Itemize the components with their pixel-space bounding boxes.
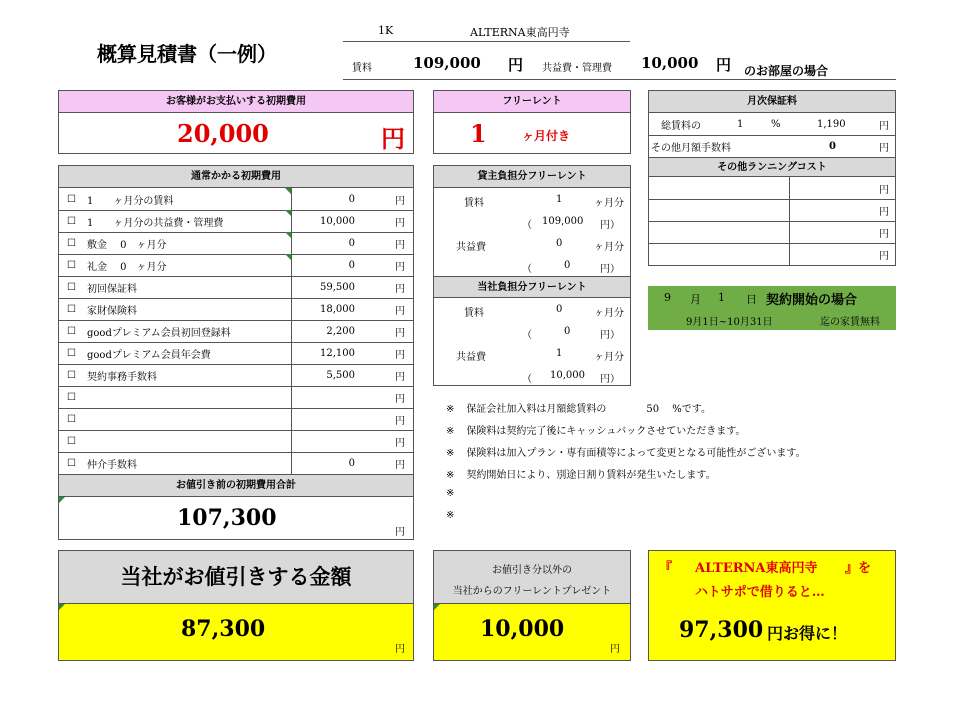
cost-checkbox[interactable]: ☐ — [67, 281, 76, 293]
note-mark: ※ — [446, 488, 455, 499]
header-line-bottom — [343, 79, 896, 80]
subtotal-box — [58, 474, 414, 540]
cost-unit: 円 — [395, 283, 405, 295]
cost-unit: 円 — [395, 459, 405, 471]
savings-close: 』を — [845, 561, 872, 576]
cost-name: 1 ヶ月分の賃料 — [87, 195, 174, 207]
common-unit: 円 — [716, 56, 732, 74]
running-row-3 — [649, 221, 895, 244]
cost-checkbox[interactable]: ☐ — [67, 325, 76, 337]
cost-value: 59,500 — [320, 281, 355, 293]
discount-amount: 87,300 — [181, 616, 266, 642]
savings-box — [648, 550, 896, 661]
savings-amount: 97,300 — [679, 617, 764, 643]
running-unit-4: 円 — [879, 250, 889, 262]
landlord-rent-months: 1 — [556, 194, 563, 205]
contract-month-label: 月 — [690, 293, 701, 306]
contract-start-box — [648, 286, 896, 330]
monthly-guarantee-header — [649, 91, 895, 113]
cost-row — [59, 386, 413, 409]
cost-checkbox[interactable]: ☐ — [67, 303, 76, 315]
note-mark: ※ — [446, 426, 455, 437]
contract-day: 1 — [718, 291, 725, 304]
cost-unit: 円 — [395, 415, 405, 427]
running-unit-3: 円 — [879, 228, 889, 240]
subtotal-amount: 107,300 — [177, 505, 277, 531]
landlord-common-paren-close: 円） — [600, 264, 620, 275]
note-text: 保険料は加入プラン・専有面積等によって変更となる可能性がございます。 — [466, 448, 806, 459]
cost-checkbox[interactable]: ☐ — [67, 193, 76, 205]
discount-body — [59, 604, 413, 660]
company-rent-months: 0 — [556, 304, 563, 315]
running-row-1 — [649, 177, 895, 200]
company-common-label: 共益費 — [456, 352, 486, 363]
company-rent-label: 賃料 — [464, 308, 484, 319]
normal-costs-box — [58, 165, 414, 475]
note-mark: ※ — [446, 448, 455, 459]
present-amount: 10,000 — [480, 616, 565, 642]
note-item — [446, 466, 716, 481]
monthly-guarantee-box — [648, 90, 896, 266]
landlord-free-rent-label: 貸主負担分フリーレント — [477, 171, 587, 182]
subtotal-header — [59, 475, 413, 497]
contract-start-text: 契約開始の場合 — [766, 293, 858, 308]
cost-value — [295, 430, 355, 452]
subtotal-label: お値引き前の初期費用合計 — [176, 480, 296, 491]
free-rent-months: 1 — [470, 119, 487, 148]
cost-name: 礼金 0 ヶ月分 — [87, 261, 167, 273]
cost-value: 0 — [348, 259, 355, 271]
guarantee-rate-unit: 円 — [879, 120, 889, 132]
cost-row — [59, 342, 413, 365]
note-item — [446, 422, 745, 437]
guarantee-row-2 — [649, 135, 895, 158]
notes-list — [446, 400, 906, 530]
cost-value — [295, 386, 355, 408]
company-common-paren-open: （ — [522, 374, 532, 385]
other-fee-label: その他月額手数料 — [651, 142, 731, 154]
note-mark: ※ — [446, 404, 455, 415]
cost-unit: 円 — [395, 349, 405, 361]
guarantee-row-1 — [649, 113, 895, 136]
landlord-common-unit: ヶ月分 — [594, 242, 624, 253]
note-item — [446, 444, 806, 459]
cost-unit: 円 — [395, 393, 405, 405]
company-rent-paren-open: （ — [522, 330, 532, 341]
cost-value: 2,200 — [326, 325, 355, 337]
cost-value: 18,000 — [320, 303, 355, 315]
normal-costs-list — [59, 188, 413, 474]
rent-unit: 円 — [508, 56, 524, 74]
subtotal-unit: 円 — [395, 527, 405, 538]
company-common-unit: ヶ月分 — [594, 352, 624, 363]
cost-unit: 円 — [395, 305, 405, 317]
cost-value — [295, 408, 355, 430]
discount-box — [58, 550, 414, 661]
note-item — [446, 400, 711, 415]
note-mark: ※ — [446, 470, 455, 481]
cost-value: 0 — [348, 457, 355, 469]
cost-checkbox[interactable]: ☐ — [67, 347, 76, 359]
contract-month: 9 — [664, 291, 671, 304]
running-row-4 — [649, 243, 895, 265]
cost-row — [59, 232, 413, 255]
cost-checkbox[interactable]: ☐ — [67, 369, 76, 381]
property-name: ALTERNA東高円寺 — [470, 26, 570, 39]
running-cost-header — [649, 157, 895, 177]
company-common-amount: 10,000 — [550, 370, 585, 381]
cost-checkbox[interactable]: ☐ — [67, 237, 76, 249]
cost-value: 12,100 — [320, 347, 355, 359]
cost-value: 0 — [348, 193, 355, 205]
cost-unit: 円 — [395, 371, 405, 383]
guarantee-rate-label: 総賃料の — [661, 120, 701, 132]
cost-checkbox[interactable]: ☐ — [67, 413, 76, 425]
cost-checkbox[interactable]: ☐ — [67, 215, 76, 227]
cost-value: 0 — [348, 237, 355, 249]
company-common-months: 1 — [556, 348, 563, 359]
note-text: 保証会社加入料は月額総賃料の 50 %です。 — [466, 404, 711, 415]
landlord-common-amount: 0 — [564, 260, 571, 271]
cost-row — [59, 188, 413, 211]
cost-unit: 円 — [395, 261, 405, 273]
note-mark: ※ — [446, 510, 455, 521]
discount-unit: 円 — [395, 644, 405, 655]
cost-value: 10,000 — [320, 215, 355, 227]
cost-unit: 円 — [395, 239, 405, 251]
free-rent-box — [433, 90, 631, 154]
savings-open: 『 — [659, 561, 673, 576]
company-free-rent-label: 当社負担分フリーレント — [477, 282, 587, 293]
contract-range-suffix: 迄の家賃無料 — [820, 317, 880, 328]
cost-checkbox[interactable]: ☐ — [67, 457, 76, 469]
landlord-rent-label: 賃料 — [464, 198, 484, 209]
customer-payment-amount: 20,000 — [177, 119, 269, 148]
contract-day-label: 日 — [746, 293, 757, 306]
present-label-line2: 当社からのフリーレントプレゼント — [452, 586, 612, 597]
running-unit-2: 円 — [879, 206, 889, 218]
cost-name: 1 ヶ月分の共益費・管理費 — [87, 217, 224, 229]
header-line-top — [343, 41, 630, 42]
cost-checkbox[interactable]: ☐ — [67, 435, 76, 447]
cost-unit: 円 — [395, 217, 405, 229]
discount-label: 当社がお値引きする金額 — [120, 564, 352, 589]
running-unit-1: 円 — [879, 184, 889, 196]
company-rent-paren-close: 円） — [600, 330, 620, 341]
cost-value: 5,500 — [326, 369, 355, 381]
cost-row — [59, 408, 413, 431]
cost-name: goodプレミアム会員年会費 — [87, 349, 211, 361]
guarantee-rate-pct: % — [771, 118, 781, 130]
free-rent-detail-box — [433, 165, 631, 386]
cost-checkbox[interactable]: ☐ — [67, 391, 76, 403]
other-fee-value: 0 — [829, 140, 836, 152]
landlord-rent-amount: 109,000 — [542, 216, 584, 227]
note-text: 保険料は契約完了後にキャッシュバックさせていただきます。 — [466, 426, 746, 437]
discount-header — [59, 551, 413, 604]
common-value: 10,000 — [641, 54, 699, 72]
company-common-paren-close: 円） — [600, 374, 620, 385]
cost-name: 契約事務手数料 — [87, 371, 157, 383]
note-item — [446, 510, 466, 521]
cost-row — [59, 276, 413, 299]
cost-row — [59, 254, 413, 277]
cost-name: 敷金 0 ヶ月分 — [87, 239, 167, 251]
company-free-rent-header — [434, 276, 630, 298]
present-label-line1: お値引き分以外の — [492, 565, 572, 576]
rent-value: 109,000 — [413, 54, 481, 72]
landlord-rent-unit: ヶ月分 — [594, 198, 624, 209]
free-rent-unit: ヶ月付き — [522, 129, 571, 143]
cost-row — [59, 430, 413, 453]
guarantee-rate-num: 1 — [737, 118, 744, 130]
present-body — [434, 604, 630, 660]
cost-row — [59, 210, 413, 233]
cost-name: 仲介手数料 — [87, 459, 137, 471]
cost-name: goodプレミアム会員初回登録料 — [87, 327, 231, 339]
free-rent-header — [434, 91, 630, 113]
room-type: 1K — [378, 24, 394, 37]
landlord-rent-paren-open: （ — [522, 220, 532, 231]
guarantee-rate-value: 1,190 — [817, 118, 846, 130]
header-suffix: のお部屋の場合 — [744, 64, 829, 78]
landlord-rent-paren-close: 円） — [600, 220, 620, 231]
savings-suffix: 円お得に！ — [767, 624, 848, 643]
contract-range: 9月1日~10月31日 — [686, 317, 773, 328]
running-row-2 — [649, 199, 895, 222]
landlord-common-months: 0 — [556, 238, 563, 249]
customer-payment-box — [58, 90, 414, 154]
normal-costs-header — [59, 166, 413, 188]
normal-costs-label: 通常かかる初期費用 — [191, 171, 281, 182]
landlord-free-rent-header — [434, 166, 630, 188]
rent-label: 賃料 — [352, 63, 372, 74]
customer-payment-header — [59, 91, 413, 113]
savings-property: ALTERNA東高円寺 — [695, 561, 818, 576]
company-rent-amount: 0 — [564, 326, 571, 337]
landlord-common-label: 共益費 — [456, 242, 486, 253]
present-unit: 円 — [610, 644, 620, 655]
landlord-common-paren-open: （ — [522, 264, 532, 275]
cost-checkbox[interactable]: ☐ — [67, 259, 76, 271]
cost-row — [59, 320, 413, 343]
cost-row — [59, 364, 413, 387]
free-rent-label: フリーレント — [502, 96, 562, 107]
cost-name: 初回保証料 — [87, 283, 137, 295]
common-label: 共益費・管理費 — [542, 63, 612, 74]
page-title: 概算見積書（一例） — [97, 42, 277, 66]
cost-unit: 円 — [395, 195, 405, 207]
cost-unit: 円 — [395, 327, 405, 339]
present-header — [434, 551, 630, 604]
customer-payment-label: お客様がお支払いする初期費用 — [166, 96, 306, 107]
savings-line2: ハトサポで借りると… — [695, 585, 825, 600]
note-text: 契約開始日により、別途日割り賃料が発生いたします。 — [466, 470, 716, 481]
cost-name: 家財保険料 — [87, 305, 137, 317]
company-rent-unit: ヶ月分 — [594, 308, 624, 319]
running-cost-label: その他ランニングコスト — [717, 162, 827, 173]
note-item — [446, 488, 466, 499]
cost-unit: 円 — [395, 437, 405, 449]
present-box — [433, 550, 631, 661]
customer-payment-unit: 円 — [381, 124, 405, 153]
monthly-guarantee-label: 月次保証料 — [747, 96, 797, 107]
other-fee-unit: 円 — [879, 142, 889, 154]
cost-row — [59, 298, 413, 321]
cost-row — [59, 452, 413, 474]
